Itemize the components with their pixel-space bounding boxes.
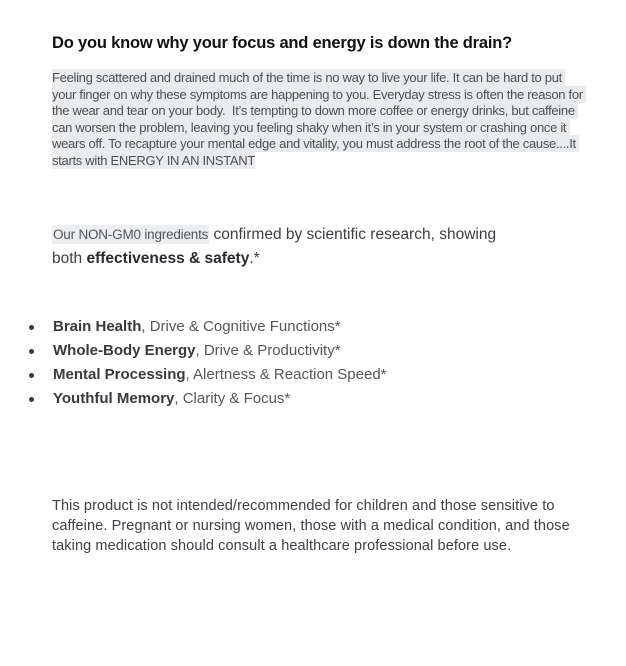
benefit-item-mental-processing [29, 363, 626, 387]
bullet-dot-icon [29, 397, 34, 402]
highlighted-intro-text: Feeling scattered and drained much of the time is no way to live your life. It can be hard to put your finger on why these symptoms are happening to you. Everyday stress is often the reason for the wear and tear on your body. It’s tempting to down more coffee or energy drinks, but caffeine can worsen the problem, leaving you feeling shaky when it’s in your system or crashing once it wears off. To recapture your mental edge and vitality, you must address the root of the cause....It starts with ENERGY IN AN INSTANT [52, 70, 587, 168]
ingredients-claim [52, 223, 524, 271]
benefit-bold: Whole-Body Energy [53, 342, 196, 359]
benefit-text [53, 363, 387, 387]
benefit-text [53, 339, 341, 363]
highlighted-ingredients-text: Our NON-GM0 ingredients [53, 227, 209, 242]
ingredients-claim-text: confirmed by scientific research, showing both [52, 226, 497, 267]
bullet-dot-icon [29, 325, 34, 330]
benefit-item-youthful-memory [29, 387, 626, 411]
ingredients-claim-bold: effectiveness & safety [86, 250, 250, 267]
page-title: Do you know why your focus and energy is down the drain? [52, 34, 513, 52]
benefit-rest: , Drive & Productivity* [195, 342, 341, 359]
benefit-bold: Brain Health [53, 318, 142, 335]
benefits-list [0, 315, 626, 411]
benefit-item-brain-health [29, 315, 626, 339]
bullet-dot-icon [29, 349, 34, 354]
benefit-rest: , Drive & Cognitive Functions* [141, 318, 341, 335]
benefit-bold: Mental Processing [53, 366, 186, 383]
benefit-rest: , Alertness & Reaction Speed* [185, 366, 387, 383]
bullet-dot-icon [29, 373, 34, 378]
benefit-item-whole-body-energy [29, 339, 626, 363]
disclaimer-paragraph: This product is not intended/recommended for children and those sensitive to caffeine. Pregnant or nursing women, those with a medical condition, and those taking medication should consult a healthcare professional before use. [52, 498, 570, 554]
benefit-rest: , Clarity & Focus* [174, 390, 291, 407]
benefit-bold: Youthful Memory [53, 390, 175, 407]
ingredients-claim-suffix: .* [249, 250, 260, 267]
intro-paragraph [52, 70, 585, 169]
benefit-text [53, 387, 290, 411]
benefit-text [53, 315, 341, 339]
